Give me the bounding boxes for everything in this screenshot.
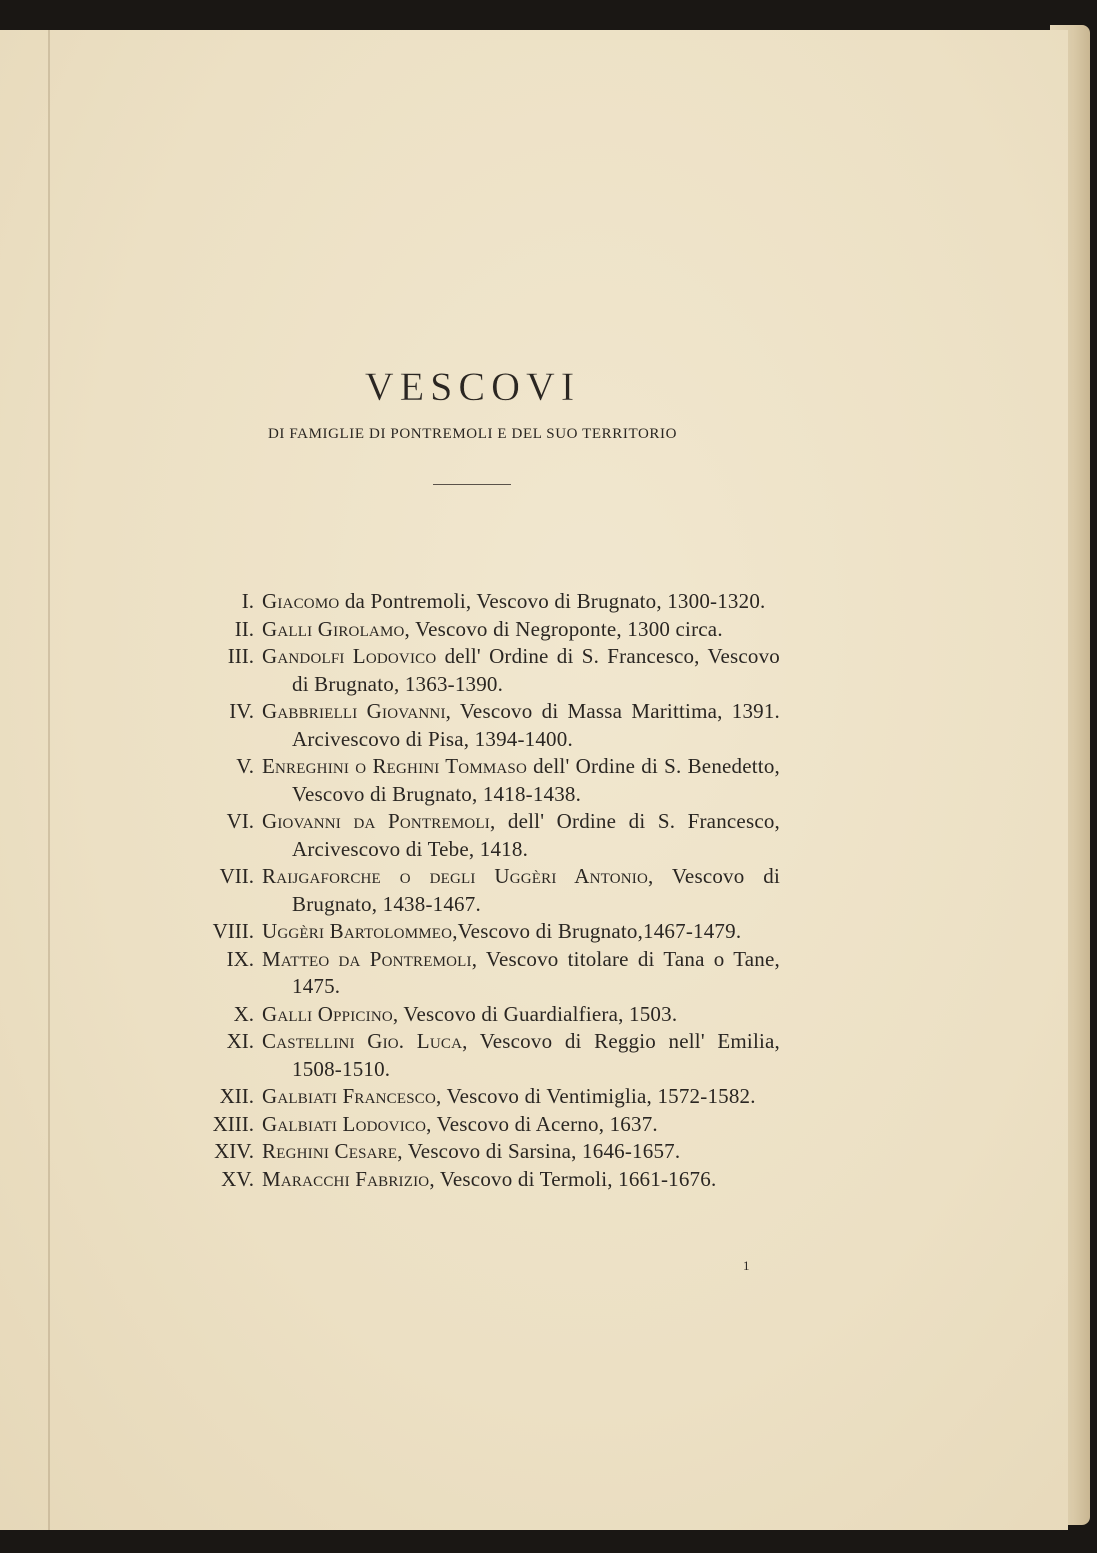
list-item: [180, 1028, 780, 1083]
entry-name: Enreghini o Reghini Tommaso: [262, 754, 528, 778]
entry-description: , Vescovo di Acerno, 1637.: [426, 1111, 658, 1136]
list-item: [180, 753, 780, 808]
entry-description: , Vescovo di Guardialfiera, 1503.: [392, 1001, 678, 1026]
list-item: [180, 918, 780, 946]
entry-description: dell' Ordine di S. Francesco, Vescovo di Brugnato, 1363-1390.: [292, 644, 780, 696]
entry-number: XII.: [219, 1084, 254, 1108]
page-fold: [48, 30, 50, 1530]
list-item: [180, 946, 780, 1001]
page-title: VESCOVI: [364, 364, 581, 409]
entry-description: , Vescovo di Termoli, 1661-1676.: [429, 1166, 717, 1191]
page-subtitle: DI FAMIGLIE DI PONTREMOLI E DEL SUO TERRITORIO: [267, 426, 678, 442]
entry-number: II.: [234, 616, 254, 641]
entry-text: [262, 1166, 780, 1194]
entry-description: ,Vescovo di Brugnato,1467-1479.: [452, 919, 742, 943]
entry-name: Galli Oppicino: [262, 1001, 393, 1026]
entry-number: III.: [227, 644, 254, 668]
entry-name: Galbiati Francesco: [262, 1084, 437, 1108]
entry-text: [262, 643, 780, 698]
list-item: [180, 1166, 780, 1194]
entry-text: [262, 1001, 780, 1029]
entry-name: Castellini Gio. Luca: [262, 1029, 463, 1053]
entry-number: XI.: [226, 1029, 254, 1053]
entry-number: IX.: [226, 946, 254, 971]
entry-number: X.: [233, 1001, 254, 1026]
entry-text: [262, 918, 780, 946]
entry-name: Giacomo: [262, 589, 340, 613]
entry-text: [262, 1111, 780, 1139]
entry-text: [262, 946, 780, 1001]
entry-name: Maracchi Fabrizio: [262, 1166, 430, 1191]
entry-name: Galbiati Lodovico: [262, 1111, 427, 1136]
list-item: [180, 643, 780, 698]
entry-number: XIII.: [212, 1111, 254, 1136]
entry-text: [262, 1028, 780, 1083]
entry-text: [262, 1138, 780, 1166]
entry-number: VIII.: [212, 919, 254, 943]
entry-text: [262, 1083, 780, 1111]
entry-description: , Vescovo di Sarsina, 1646-1657.: [397, 1139, 681, 1163]
entry-description: , Vescovo di Massa Marittima, 1391. Arcivescovo di Pisa, 1394-1400.: [292, 699, 780, 751]
entry-description: , dell' Ordine di S. Francesco, Arcivescovo di Tebe, 1418.: [292, 809, 780, 861]
entry-description: , Vescovo titolare di Tana o Tane, 1475.: [292, 946, 780, 998]
entry-name: Uggèri Bartolommeo: [262, 919, 453, 943]
entry-description: dell' Ordine di S. Benedetto, Vescovo di Brugnato, 1418-1438.: [292, 754, 780, 806]
divider: [433, 484, 511, 485]
entry-text: [262, 588, 780, 616]
entry-name: Galli Girolamo: [262, 616, 405, 641]
list-item: [180, 808, 780, 863]
list-item: [180, 863, 780, 918]
entry-text: [262, 698, 780, 753]
list-item: [180, 616, 780, 644]
entry-name: Reghini Cesare: [262, 1139, 398, 1163]
entry-text: [262, 808, 780, 863]
entry-number: V.: [236, 754, 254, 778]
entry-number: IV.: [229, 699, 254, 723]
entry-description: , Vescovo di Reggio nell' Emilia, 1508-1510.: [292, 1029, 780, 1081]
list-item: [180, 1001, 780, 1029]
list-item: [180, 1111, 780, 1139]
entry-text: [262, 863, 780, 918]
entry-text: [262, 616, 780, 644]
entry-name: Matteo da Pontremoli: [262, 946, 472, 971]
signature-mark: 1: [743, 1258, 750, 1273]
list-item: [180, 1083, 780, 1111]
list-item: [180, 588, 780, 616]
entry-number: I.: [241, 589, 254, 613]
entry-number: XV.: [221, 1166, 254, 1191]
entry-description: da Pontremoli, Vescovo di Brugnato, 1300-1320.: [339, 589, 766, 613]
entry-name: Giovanni da Pontremoli: [262, 809, 490, 833]
entry-name: Gabbrielli Giovanni: [262, 699, 446, 723]
entry-description: , Vescovo di Brugnato, 1438-1467.: [292, 864, 780, 916]
list-item: [180, 698, 780, 753]
entry-number: VI.: [226, 809, 254, 833]
entry-name: Gandolfi Lodovico: [262, 644, 437, 668]
list-item: [180, 1138, 780, 1166]
entry-name: Raijgaforche o degli Uggèri Antonio: [262, 864, 648, 888]
entry-number: XIV.: [214, 1139, 254, 1163]
entry-number: VII.: [219, 864, 254, 888]
bishops-list: [180, 588, 780, 1193]
entry-description: , Vescovo di Negroponte, 1300 circa.: [404, 616, 723, 641]
entry-description: , Vescovo di Ventimiglia, 1572-1582.: [436, 1084, 756, 1108]
entry-text: [262, 753, 780, 808]
